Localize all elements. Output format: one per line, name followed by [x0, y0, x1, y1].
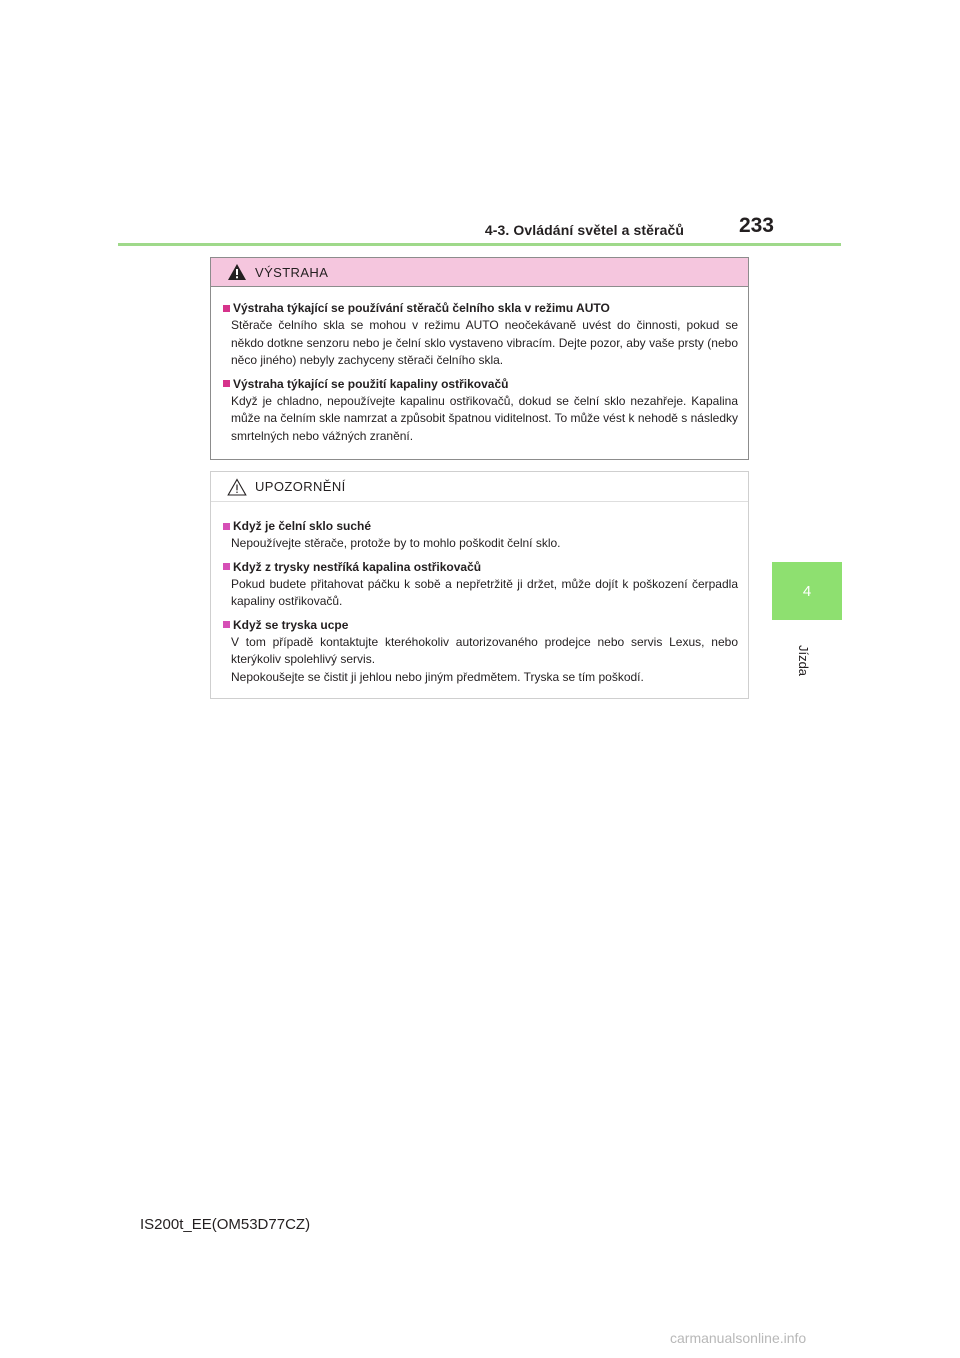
notice-item-title [223, 558, 738, 576]
notice-item-title [223, 616, 738, 634]
section-title: 4-3. Ovládání světel a stěračů [484, 222, 684, 238]
warning-item-title-text: Výstraha týkající se používání stěračů čelního skla v režimu AUTO [233, 301, 610, 315]
notice-item-title-text: Když z trysky nestříká kapalina ostřikovačů [233, 559, 482, 574]
warning-header [211, 258, 748, 287]
notice-item [223, 517, 738, 553]
chapter-name-label: Jízda [796, 644, 812, 676]
notice-box [210, 471, 749, 699]
notice-item-text: V tom případě kontaktujte kteréhokoliv autorizovaného prodejce nebo servis Lexus, nebo kterýkoliv spolehlivý servis. Nepokoušejte se čistit ji jehlou nebo jiným předmětem. Tryska se tím poškodí. [231, 634, 738, 684]
warning-body [211, 287, 748, 445]
square-bullet-icon [223, 563, 230, 570]
notice-body [211, 502, 748, 686]
warning-item [223, 299, 738, 370]
warning-item-title-text: Výstraha týkající se použití kapaliny ostřikovačů [233, 376, 509, 391]
chapter-name [794, 630, 814, 690]
warning-triangle-icon [227, 263, 247, 281]
chapter-tab[interactable] [772, 562, 842, 620]
notice-header [211, 472, 748, 502]
warning-item-title [223, 299, 738, 317]
square-bullet-icon [223, 380, 230, 387]
notice-item-text: Nepoužívejte stěrače, protože by to mohlo poškodit čelní sklo. [231, 536, 561, 550]
square-bullet-icon [223, 621, 230, 628]
notice-item-title-text: Když je čelní sklo suché [233, 519, 372, 533]
watermark: carmanualsonline.info [670, 1330, 807, 1346]
square-bullet-icon [223, 305, 230, 312]
notice-item-text: Pokud budete přitahovat páčku k sobě a nepřetržitě ji držet, může dojít k poškození čerpadla kapaliny ostřikovačů. [231, 576, 738, 608]
notice-item-title-text: Když se tryska ucpe [233, 617, 349, 632]
warning-item-text: Stěrače čelního skla se mohou v režimu AUTO neočekávaně uvést do činnosti, pokud se někdo dotkne senzoru nebo je čelní sklo vystaveno vibracím. Dejte pozor, aby vaše prsty (nebo něco jiného) nebyly zachyceny stěrači čelního skla. [231, 318, 738, 367]
square-bullet-icon [223, 523, 230, 530]
notice-item-title [223, 517, 738, 535]
caution-triangle-outline-icon [227, 478, 247, 496]
warning-item-text: Když je chladno, nepoužívejte kapalinu ostřikovačů, dokud se čelní sklo nezahřeje. Kapalina může na čelním skle namrzat a způsobit špatnou viditelnost. To může vést k nehodě s následky smrtelných nebo vážných zranění. [231, 393, 738, 443]
warning-box [210, 257, 749, 460]
notice-title: UPOZORNĚNÍ [255, 479, 346, 494]
warning-title: VÝSTRAHA [255, 264, 329, 280]
header-divider [118, 243, 841, 246]
notice-item [223, 616, 738, 687]
document-id: IS200t_EE(OM53D77CZ) [140, 1216, 311, 1233]
warning-item [223, 375, 738, 446]
chapter-number: 4 [802, 582, 812, 600]
notice-item [223, 558, 738, 611]
warning-item-title [223, 375, 738, 393]
page-number: 233 [738, 214, 774, 237]
